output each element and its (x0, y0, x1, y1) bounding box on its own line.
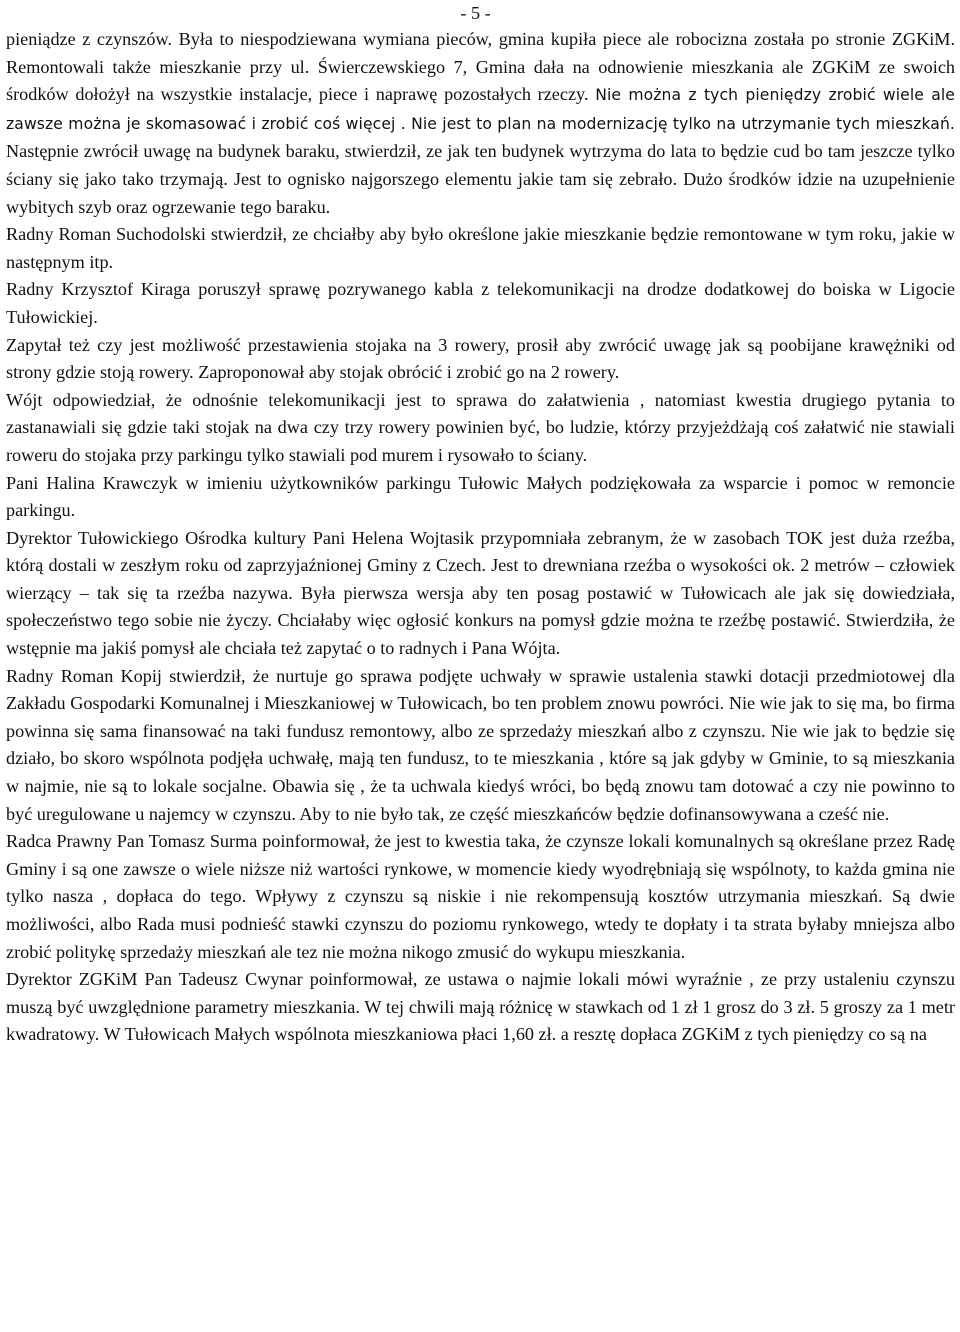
paragraph-kiraga-cable: Radny Krzysztof Kiraga poruszył sprawę pozrywanego kabla z telekomunikacji na drodze dodatkowej do boiska w Ligocie Tułowickiej. (6, 279, 955, 327)
paragraph-wojtasik-sculpture: Dyrektor Tułowickiego Ośrodka kultury Pani Helena Wojtasik przypomniała zebranym, że w zasobach TOK jest duża rzeźba, którą dostali w zeszłym roku od zaprzyjaźnionej Gminy z Czech. Jest to drewniana rzeźba o wysokości ok. 2 metrów – człowiek wierzący – tak się ta rzeźba nazywa. Była pierwsza wersja aby ten posag postawić w Tułowicach ale jak się dowiedziała, społeczeństwo tego sobie nie życzy. Chciałaby więc ogłosić konkurs na pomysł gdzie można te rzeźbę postawić. Stwierdziła, że wstępnie ma jakiś pomysł ale chciała też zapytać o to radnych i Pana Wójta. (6, 527, 955, 659)
page-number: - 5 - (460, 3, 491, 23)
paragraph-bike-rack: Zapytał też czy jest możliwość przestawienia stojaka na 3 rowery, prosił aby zwrócić uwagę jak są poobijane krawężniki od strony gdzie stoją rowery. Zaproponował aby stojak obrócić i zrobić go na 2 rowery. (6, 334, 955, 383)
paragraph-kopij: Radny Roman Kopij stwierdził, że nurtuje go sprawa podjęte uchwały w sprawie ustalenia stawki dotacji przedmiotowej dla Zakładu Gospodarki Komunalnej i Mieszkaniowej w Tułowicach, bo ten problem znowu powróci. Nie wie jak to się ma, bo firma powinna się sama finansować na taki fundusz remontowy, albo ze sprzedaży mieszkań albo z czynszu. Nie wie jak to będzie się działo, bo skoro wspólnota podjęła uchwałę, mają ten fundusz, to te mieszkania , które są jak gdyby w Gminie, to są mieszkania w najmie, nie są to lokale socjalne. Obawia się , że ta uchwala kiedyś wróci, bo będą znowu tam dotować a czy nie powinno to być uregulowane u najemcy w czynszu. Aby to nie było tak, ze część mieszkańców będzie dofinansowywana a cześć nie. (6, 665, 955, 824)
paragraph-surma: Radca Prawny Pan Tomasz Surma poinformował, że jest to kwestia taka, że czynsze lokali komunalnych są określane przez Radę Gminy i są one zawsze o wiele niższe niż wartości rynkowe, w momencie kiedy wyodrębniają się wspólnoty, to każda gmina nie tylko nasza , dopłaca do tego. Wpływy z czynszu są niskie i nie rekompensują kosztów utrzymania mieszkań. Są dwie możliwości, albo Rada musi podnieść stawki czynszu do poziomu rynkowego, wtedy te dopłaty i ta strata byłaby mniejsza albo zrobić politykę sprzedaży mieszkań ale tez nie można nikogo zmusić do wykupu mieszkania. (6, 831, 955, 962)
paragraph-wojt-response: Wójt odpowiedział, że odnośnie telekomunikacji jest to sprawa do załatwienia , natomiast kwestia drugiego pytania to zastanawiali się gdzie taki stojak na dwa czy trzy rowery powinien być, bo ludzie, którzy przyjeżdżają coś załatwić nie stawiali roweru do stojaka przy parkingu tylko stawiali pod murem i rysowało to ściany. (6, 389, 955, 465)
document-page (6, 0, 955, 1049)
paragraph-text: pieniądze z czynszów. Była to niespodziewana wymiana pieców, gmina kupiła piece ale robocizna została po stronie ZGKiM. Remontowali także mieszkanie przy ul. Świerczewskiego 7, Gmina dała na odnowienie mieszkania ale ZGKiM ze swoich środków dołożył na wszystkie instalacje, piece i naprawę pozostałych rzeczy. (6, 29, 955, 105)
paragraph-cwynar: Dyrektor ZGKiM Pan Tadeusz Cwynar poinformował, ze ustawa o najmie lokali mówi wyraźnie , ze przy ustaleniu czynszu muszą być uwzględnione parametry mieszkania. W tej chwili mają różnicę w stawkach od 1 zł 1 grosz do 3 zł. 5 groszy za 1 metr kwadratowy. W Tułowicach Małych wspólnota mieszkaniowa płaci 1,60 zł. a resztę dopłaca ZGKiM z tych pieniędzy co są na (6, 969, 955, 1045)
paragraph-text-sans: Nie można z tych pieniędzy zrobić wiele ale zawsze można je skomasować i zrobić coś więcej . Nie jest to plan na modernizację tylko na utrzymanie tych mieszkań. (6, 86, 955, 133)
paragraph-text: Następnie zwrócił uwagę na budynek baraku, stwierdził, ze jak ten budynek wytrzyma do lata to będzie cud bo tam jeszcze tylko ściany się jako tako trzymają. Jest to ognisko najgorszego elementu jakie tam się zebrało. Dużo środków idzie na uzupełnienie wybitych szyb oraz ogrzewanie tego baraku. (6, 141, 955, 217)
paragraph-krawczyk: Pani Halina Krawczyk w imieniu użytkowników parkingu Tułowic Małych podziękowała za wsparcie i pomoc w remoncie parkingu. (6, 472, 955, 521)
paragraph-suchodolski: Radny Roman Suchodolski stwierdził, ze chciałby aby było określone jakie mieszkanie będzie remontowane w tym roku, jakie w następnym itp. (6, 224, 955, 272)
paragraph-rent-repairs (6, 26, 955, 221)
